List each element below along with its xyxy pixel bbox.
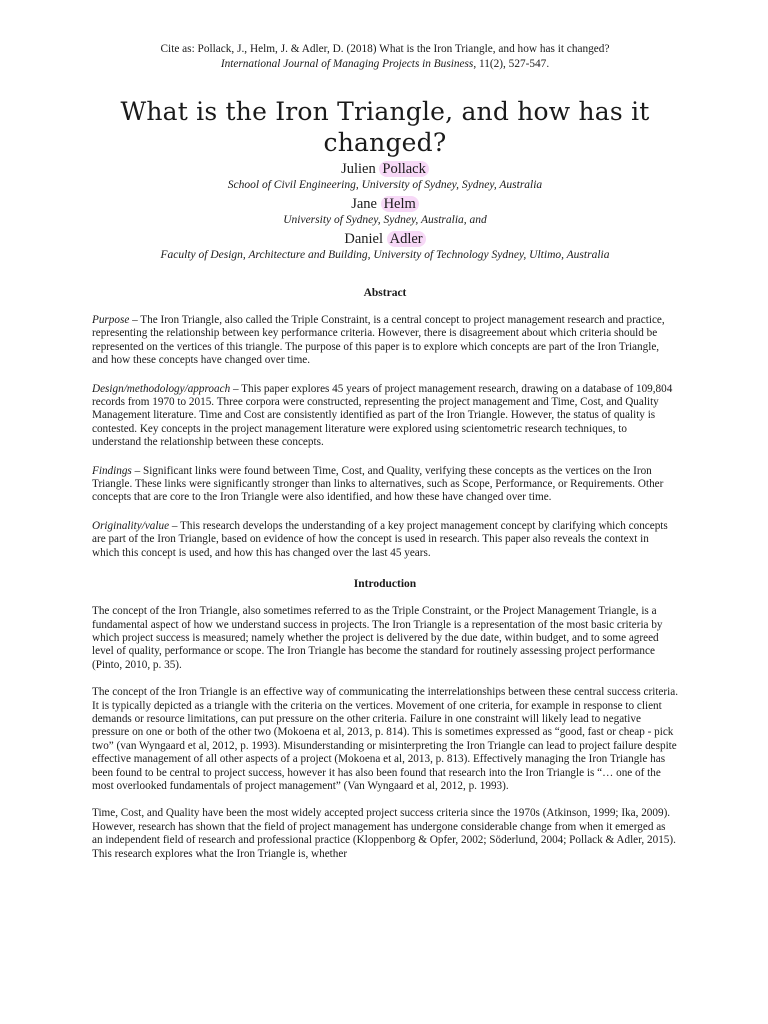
affiliation-2: University of Sydney, Sydney, Australia, and — [283, 214, 487, 226]
citation-volume: , 11(2), 527-547. — [473, 58, 550, 70]
author-1 — [92, 160, 678, 178]
intro-paragraph-3: Time, Cost, and Quality have been the most widely accepted project success criteria since the 1970s (Atkinson, 1999; Ika, 2009). However, research has shown that the field of project management has undergone considerable change from when it emerged as an independent field of research and professional practice (Kloppenborg & Opfer, 2002; Söderlund, 2004; Pollack & Adler, 2015). This research explores what the Iron Triangle is, whether — [92, 807, 676, 860]
citation-journal: International Journal of Managing Projects in Business — [220, 58, 474, 70]
abstract-purpose — [92, 314, 678, 368]
abstract-text: – This paper explores 45 years of project management research, drawing on a database of 109,804 records from 1970 to 2015. Three corpora were constructed, representing the project management and Time, Cost, and Quality Management literature. Time and Cost are consistently identified as part of the Iron Triangle. However, the status of quality is contested. Key concepts in the project management literature were explored using scientometric research techniques, to understand the relationship between these concepts. — [92, 382, 673, 449]
citation-line: Cite as: Pollack, J., Helm, J. & Adler, D. (2018) What is the Iron Triangle, and how has it changed? — [160, 43, 610, 55]
abstract-findings — [92, 465, 678, 505]
author-given: Daniel — [344, 231, 387, 247]
author-given: Jane — [351, 196, 381, 212]
abstract-design — [92, 383, 678, 450]
affiliation-3: Faculty of Design, Architecture and Building, University of Technology Sydney, Ultimo, Australia — [160, 249, 610, 261]
author-given: Julien — [341, 161, 380, 177]
author-surname: Helm — [381, 196, 419, 212]
author-surname: Adler — [387, 231, 426, 247]
citation — [92, 0, 678, 72]
intro-paragraph-1: The concept of the Iron Triangle, also sometimes referred to as the Triple Constraint, or the Project Management Triangle, is a fundamental aspect of how we understand success in projects. The Iron Triangle is a representation of the most basic criteria by which project success is measured; namely whether the project is delivered by the due date, within budget, and to some agreed level of quality, performance or scope. The Iron Triangle has become the standard for routinely assessing project performance (Pinto, 2010, p. 35). — [92, 605, 663, 671]
author-2 — [92, 195, 678, 213]
author-surname: Pollack — [379, 161, 429, 177]
abstract-heading: Abstract — [363, 287, 407, 299]
abstract-originality — [92, 520, 678, 560]
author-3 — [92, 230, 678, 248]
abstract-text: – The Iron Triangle, also called the Triple Constraint, is a central concept to project management research and practice, representing the relationship between key performance criteria. However, there is disagreement about which criteria should be represented on the vertices of this triangle. The purpose of this paper is to explore which concepts are part of the Iron Triangle, and how these concepts have changed over time. — [92, 314, 665, 367]
abstract-label: Findings — [92, 464, 132, 477]
intro-paragraph-2: The concept of the Iron Triangle is an effective way of communicating the interrelationships between these central success criteria. It is typically depicted as a triangle with the criteria on the vertices. Movement of one criteria, for example in response to client demands or resource limitations, can put pressure on the other criteria. Failure in one constraint will likely lead to negative pressure on one or both of the other two (Mokoena et al, 2013, p. 814). This is sometimes expressed as “good, fast or cheap - pick two” (van Wyngaard et al, 2012, p. 1993). Misunderstanding or misinterpreting the Iron Triangle can lead to project failure despite effective management of all other aspects of a project (Mokoena et al, 2013, p. 813). Effectively managing the Iron Triangle has been found to be central to project success, however it has also been found that research into the Iron Triangle is “… one of the most overlooked fundamentals of project management” (Van Wyngaard et al, 2012, p. 1993). — [92, 686, 678, 792]
paper-title: What is the Iron Triangle, and how has it changed? — [120, 97, 650, 157]
abstract-text: – Significant links were found between Time, Cost, and Quality, verifying these concepts as the vertices on the Iron Triangle. These links were significantly stronger than links to alternatives, such as Scope, Performance, or Requirements. Other concepts that are core to the Iron Triangle were also identified, and how these have changed over time. — [92, 464, 664, 504]
abstract-label: Originality/value — [92, 519, 170, 532]
abstract-label: Design/methodology/approach — [92, 382, 231, 395]
introduction-heading: Introduction — [353, 578, 417, 591]
abstract-text: – This research develops the understanding of a key project management concept by clarifying which concepts are part of the Iron Triangle, based on evidence of how the concept is used in research. This paper also reveals the context in which this concept is used, and how this has changed over the last 45 years. — [92, 519, 668, 559]
affiliation-1: School of Civil Engineering, University of Sydney, Sydney, Australia — [227, 179, 543, 191]
citation-journal-line — [92, 57, 678, 72]
abstract-label: Purpose — [92, 314, 130, 326]
